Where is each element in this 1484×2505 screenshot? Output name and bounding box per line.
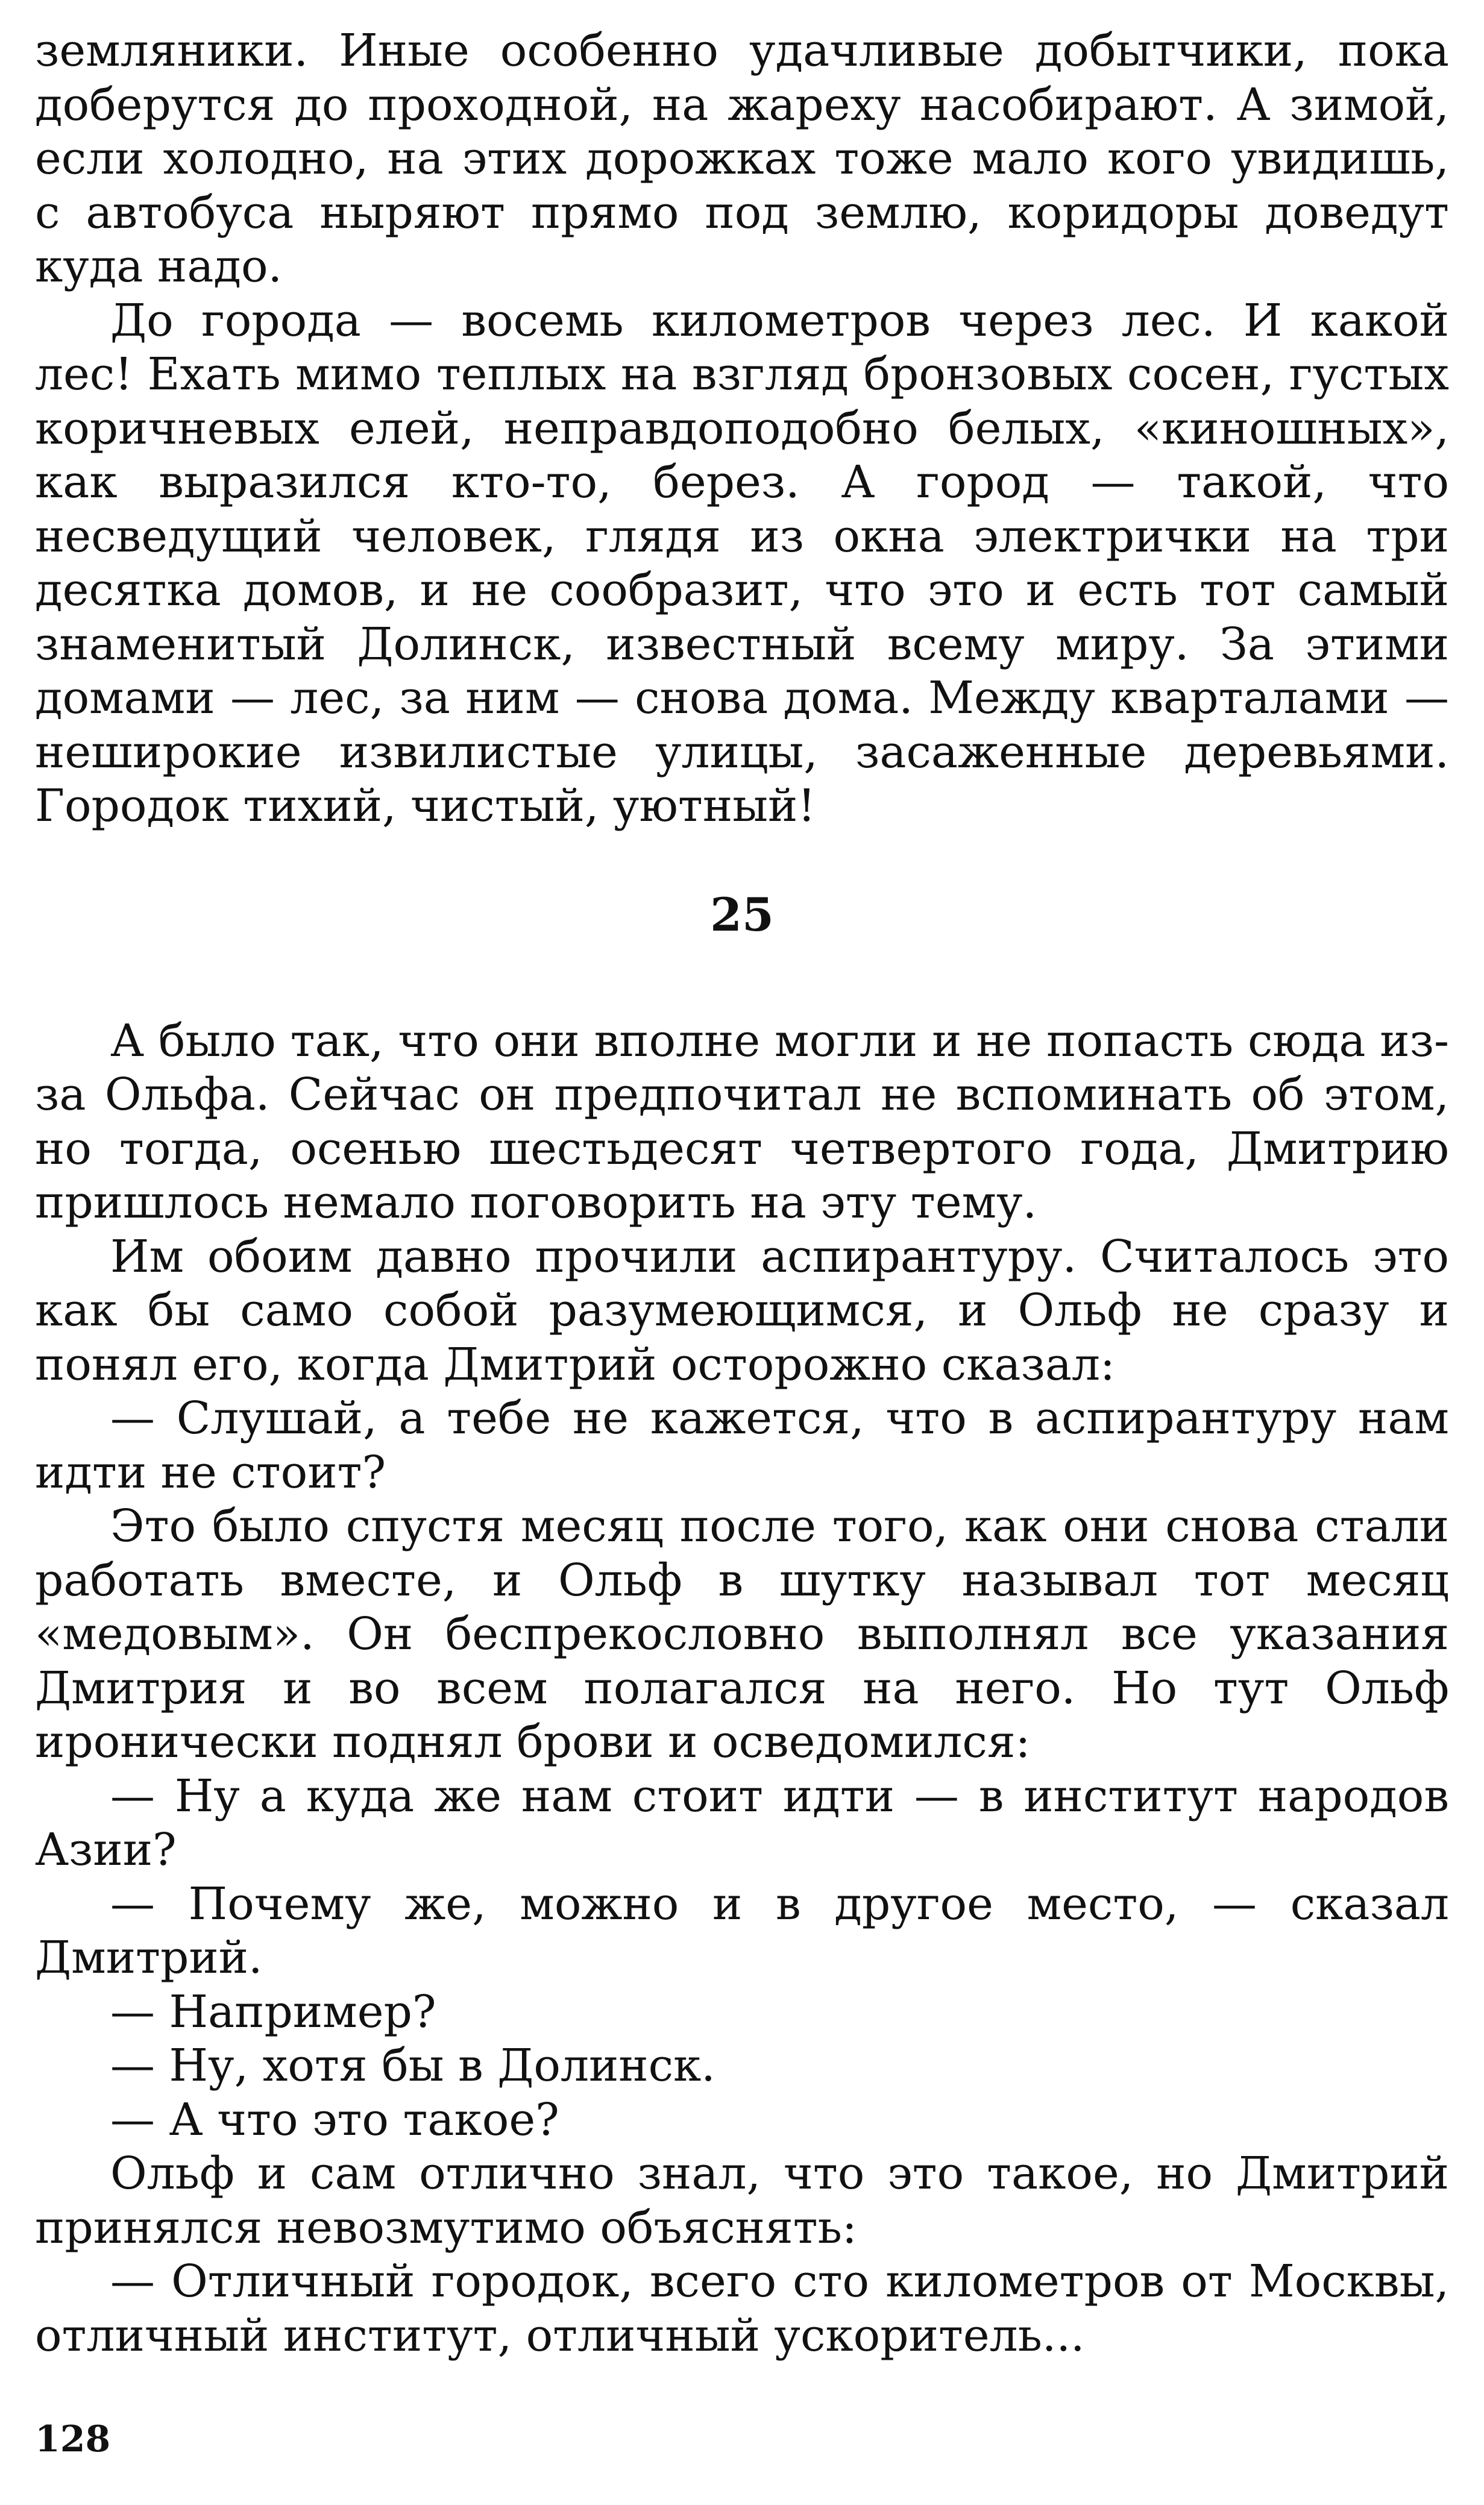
- page-number: 128: [35, 2418, 111, 2460]
- dialogue-line: — Например?: [110, 1985, 436, 2038]
- paragraph: Им обоим давно прочили аспирантуру. Считалось это как бы само собой разумеющимся, и Ольф не сразу и понял его, когда Дмитрий осторожно сказал:: [35, 1230, 1449, 1391]
- paragraph: Ольф и сам отлично знал, что это такое, но Дмитрий принялся невозмутимо объяснять:: [35, 2148, 1449, 2254]
- paragraph: Это было спустя месяц после того, как они снова стали работать вместе, и Ольф в шутку называл тот месяц «медовым». Он беспрекословно выполнял все указания Дмитрия и во всем полагался на него. Но тут Ольф иронически поднял брови и осведомился:: [35, 1500, 1449, 1768]
- dialogue-line: — Ну а куда же нам стоит идти — в институт народов Азии?: [35, 1770, 1449, 1876]
- dialogue-line: — Отличный городок, всего сто километров от Москвы, отличный институт, отличный ускоритель...: [35, 2255, 1449, 2362]
- paragraph: До города — восемь километров через лес. И какой лес! Ехать мимо теплых на взгляд бронзовых сосен, густых коричневых елей, неправдоподобно белых, «киношных», как выразился кто-то, берез. А город — такой, что несведущий человек, глядя из окна электрички на три десятка домов, и не сообразит, что это и есть тот самый знаменитый Долинск, известный всему миру. За этими домами — лес, за ним — снова дома. Между кварталами — неширокие извилистые улицы, засаженные деревьями. Городок тихий, чистый, уютный!: [35, 294, 1449, 832]
- chapter-number: 25: [710, 887, 774, 941]
- dialogue-line: — Почему же, можно и в другое место, — сказал Дмитрий.: [35, 1878, 1449, 1984]
- paragraph: А было так, что они вполне могли и не попасть сюда из-за Ольфа. Сейчас он предпочитал не вспоминать об этом, но тогда, осенью шестьдесят четвертого года, Дмитрию пришлось немало поговорить на эту тему.: [35, 1014, 1449, 1228]
- paragraph-continued: земляники. Иные особенно удачливые добытчики, пока доберутся до проходной, на жарехy насобирают. А зимой, если холодно, на этих дорожках тоже мало кого увидишь, с автобуса ныряют прямо под землю, коридоры доведут куда надо.: [35, 25, 1449, 292]
- book-page: [35, 24, 1449, 2363]
- dialogue-line: — Ну, хотя бы в Долинск.: [110, 2040, 715, 2092]
- dialogue-line: — А что это такое?: [110, 2093, 559, 2146]
- dialogue-line: — Слушай, а тебе не кажется, что в аспирантуру нам идти не стоит?: [35, 1392, 1449, 1498]
